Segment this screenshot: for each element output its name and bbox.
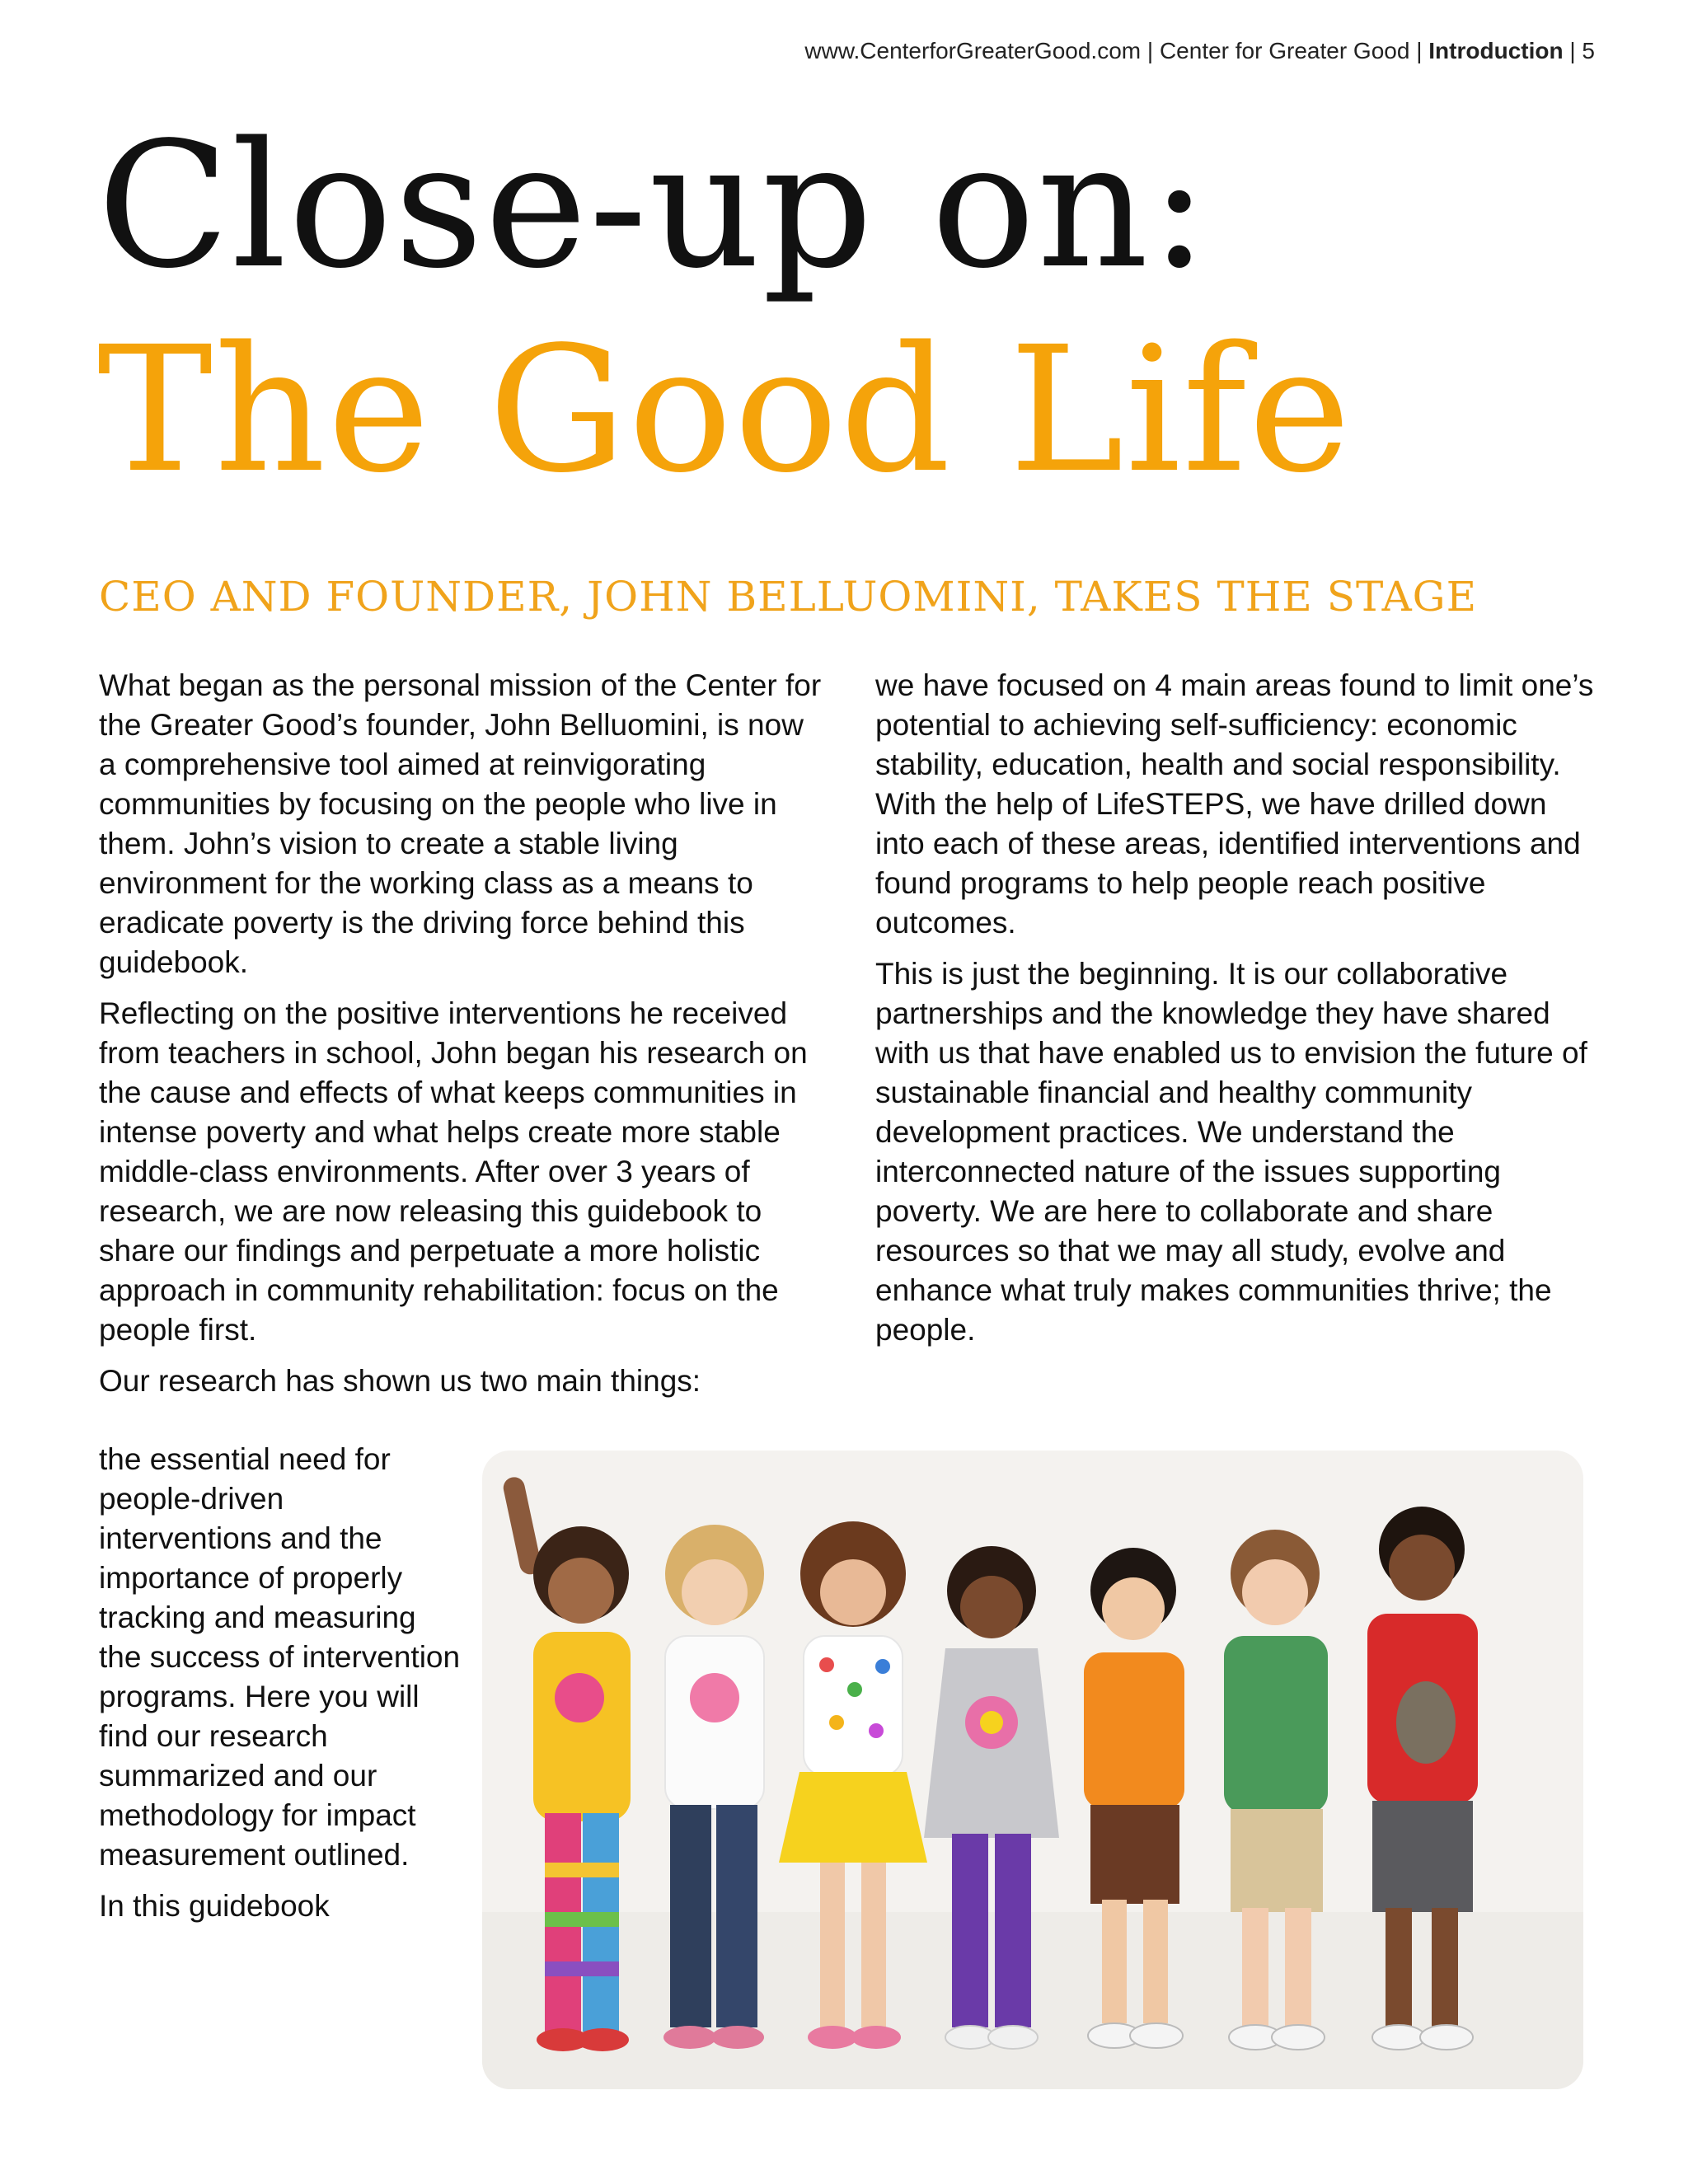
paragraph: Reflecting on the positive interventions he received from teachers in school, John began his research on the cause and effects of what keeps communities in intense poverty and what helps create more stable middle-class environments. After over 3 years of research, we are now releasing this guidebook to share our findings and perpetuate a more holistic approach in community rehabilitation: focus on the people first. (99, 996, 808, 1347)
page-title-line2: The Good Life (97, 309, 1353, 511)
paragraph: What began as the personal mission of the Center for the Greater Good’s founder, John Belluomini, is now a comprehensive tool aimed at reinvigorating communities by focusing on the people who live in them. John’s vision to create a stable living environment for the working class as a means to eradicate poverty is the driving force behind this guidebook. (99, 668, 822, 979)
right-column (875, 666, 1601, 1361)
children-photo (482, 1451, 1583, 2089)
children-photo-illustration (482, 1451, 1583, 2089)
header-website: www.CenterforGreaterGood.com (804, 38, 1142, 63)
page-header (804, 38, 1595, 64)
paragraph: In this guidebook (99, 1889, 330, 1923)
header-page-number: 5 (1582, 38, 1595, 63)
paragraph: we have focused on 4 main areas found to limit one’s potential to achieving self-sufficiency: economic stability, education, health and social responsibility. With the help of LifeSTEPS, we have drilled down into each of these areas, identified interventions and found programs to help people reach positive outcomes. (875, 668, 1594, 940)
article-subtitle: CEO AND FOUNDER, JOHN BELLUOMINI, TAKES THE STAGE (99, 573, 1478, 621)
left-narrow-column (99, 1440, 462, 1938)
header-org: Center for Greater Good (1159, 38, 1410, 63)
header-section: Introduction (1428, 38, 1564, 63)
header-separator: | (1569, 38, 1576, 63)
paragraph-intro: Our research has shown us two main things: (99, 1364, 701, 1398)
header-separator: | (1146, 38, 1154, 63)
header-separator: | (1416, 38, 1423, 63)
paragraph: the essential need for people-driven interventions and the importance of properly tracking and measuring the success of intervention programs. Here you will find our research summarized and our methodology for impact measurement outlined. (99, 1442, 461, 1872)
page-title-line1: Close-up on: (97, 105, 1211, 307)
left-column (99, 666, 824, 1401)
paragraph: This is just the beginning. It is our collaborative partnerships and the knowledge they have shared with us that have enabled us to envision the future of sustainable financial and healthy community development practices. We understand the interconnected nature of the issues supporting poverty. We are here to collaborate and share resources so that we may all study, evolve and enhance what truly makes communities thrive; the people. (875, 957, 1587, 1347)
